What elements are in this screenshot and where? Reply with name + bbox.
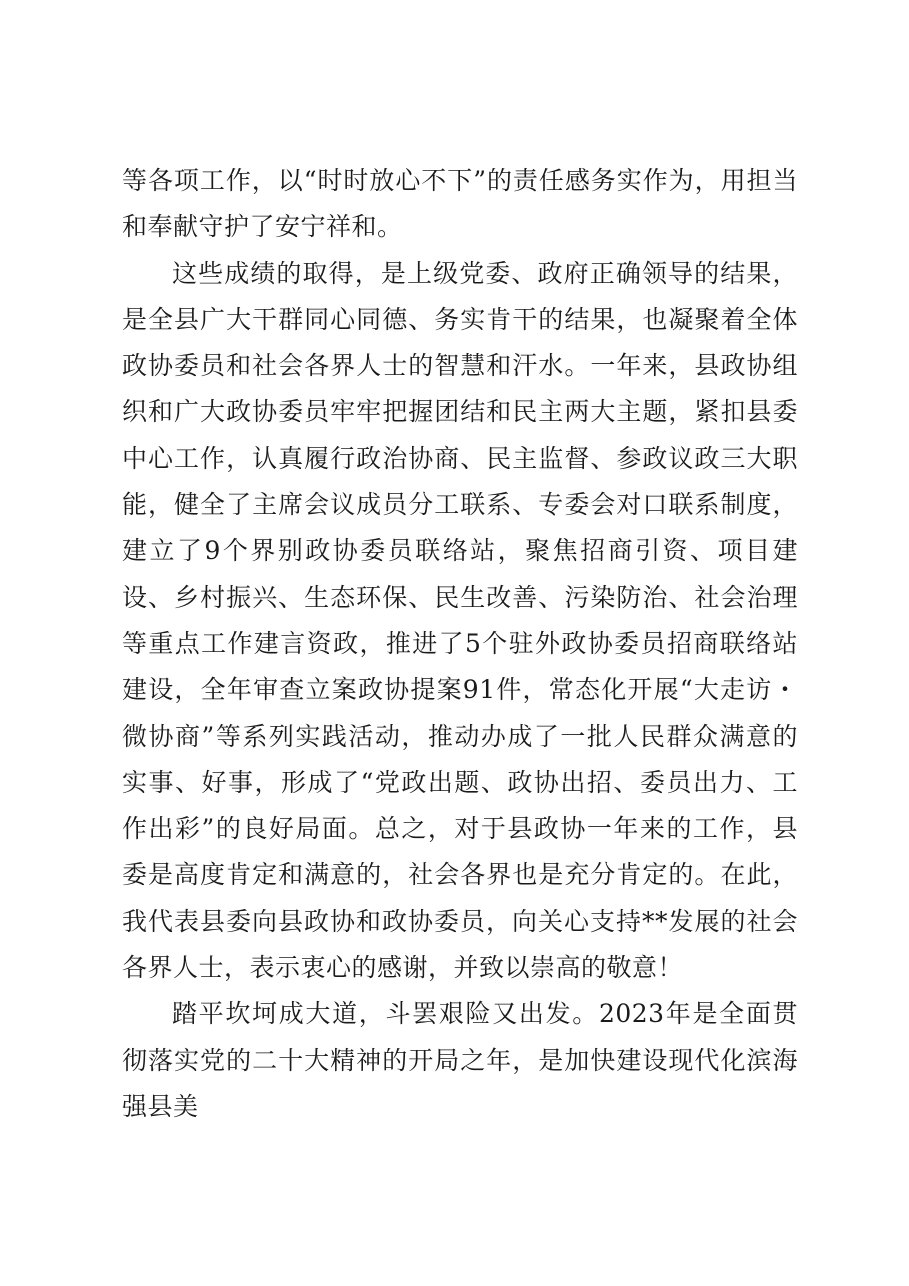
paragraph-continuation: 等各项工作，以“时时放心不下”的责任感务实作为，用担当和奉献守护了安宁祥和。 xyxy=(122,166,798,242)
paragraph-outlook: 踏平坎坷成大道，斗罢艰险又出发。2023年是全面贯彻落实党的二十大精神的开局之年，是加快建设现代化滨海强县美 xyxy=(122,999,798,1121)
document-body xyxy=(122,158,798,1130)
paragraph-achievements: 这些成绩的取得，是上级党委、政府正确领导的结果，是全县广大干群同心同德、务实肯干的结果，也凝聚着全体政协委员和社会各界人士的智慧和汗水。一年来，县政协组织和广大政协委员牢牢把握团结和民主两大主题，紧扣县委中心工作，认真履行政治协商、民主监督、参政议政三大职能，健全了主席会议成员分工联系、专委会对口联系制度，建立了9个界别政协委员联络站，聚焦招商引资、项目建设、乡村振兴、生态环保、民生改善、污染防治、社会治理等重点工作建言资政，推进了5个驻外政协委员招商联络站建设，全年审查立案政协提案91件，常态化开展“大走访・微协商”等系列实践活动，推动办成了一批人民群众满意的实事、好事，形成了“党政出题、政协出招、委员出力、工作出彩”的良好局面。总之，对于县政协一年来的工作，县委是高度肯定和满意的，社会各界也是充分肯定的。在此，我代表县委向县政协和政协委员，向关心支持**发展的社会各界人士，表示衷心的感谢，并致以崇高的敬意！ xyxy=(122,258,798,983)
